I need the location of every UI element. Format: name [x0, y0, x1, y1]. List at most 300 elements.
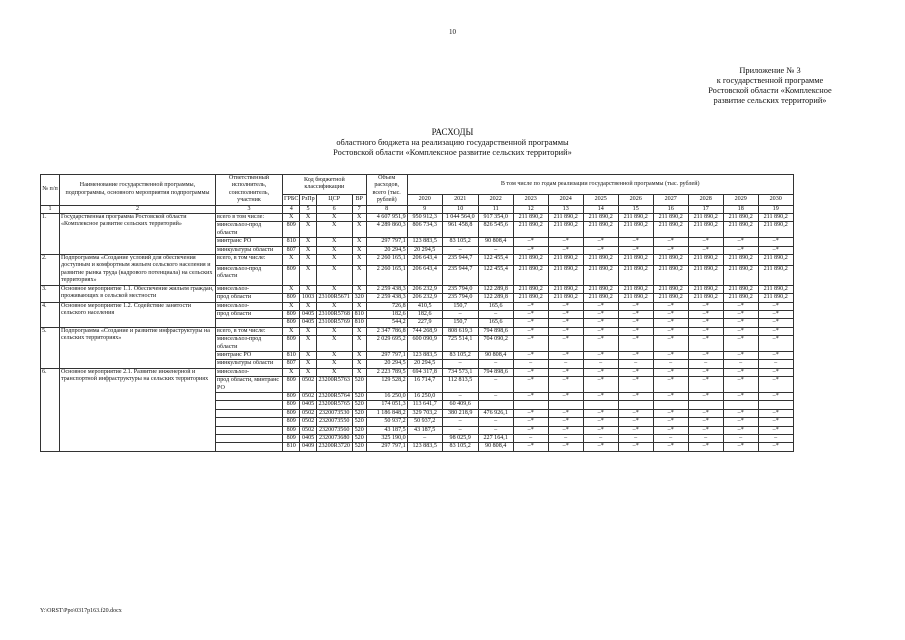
year-value-cell: 211 890,2: [513, 222, 548, 238]
csr-cell: X: [316, 265, 352, 285]
executor-cell: всего, в том числе:: [216, 327, 283, 335]
column-number: 14: [583, 205, 618, 213]
year-value-cell: 211 890,2: [688, 285, 723, 293]
total-cell: 174 051,3: [366, 401, 407, 409]
year-value-cell: –*: [618, 319, 653, 327]
year-value-cell: –*: [618, 443, 653, 451]
file-path-footer: Y:\ORST\Ppo\0317p163.f20.docx: [40, 608, 122, 614]
column-number: 15: [618, 205, 653, 213]
year-value-cell: –*: [688, 302, 723, 310]
year-value-cell: [583, 401, 618, 409]
year-value-cell: –*: [583, 238, 618, 246]
year-value-cell: 211 890,2: [513, 265, 548, 285]
column-number: 16: [653, 205, 688, 213]
year-value-cell: –*: [758, 426, 793, 434]
total-cell: 43 187,5: [366, 426, 407, 434]
year-value-cell: –*: [548, 377, 583, 393]
year-value-cell: –*: [513, 246, 548, 254]
executor-cell: прод области, минтранс РО: [216, 377, 283, 393]
year-value-cell: –*: [548, 426, 583, 434]
vr-cell: X: [352, 327, 366, 335]
header-year: 2026: [618, 194, 653, 205]
year-value-cell: –*: [513, 409, 548, 417]
year-value-cell: –*: [723, 418, 758, 426]
year-value-cell: –*: [513, 443, 548, 451]
year-value-cell: 211 890,2: [688, 255, 723, 266]
grbs-cell: 809: [283, 435, 300, 443]
year-value-cell: –*: [688, 418, 723, 426]
year-value-cell: –*: [513, 426, 548, 434]
year-value-cell: –: [548, 435, 583, 443]
year-value-cell: –*: [583, 418, 618, 426]
year-value-cell: 211 890,2: [723, 285, 758, 293]
grbs-cell: X: [283, 368, 300, 376]
column-number: 18: [723, 205, 758, 213]
csr-cell: 23200R5765: [316, 401, 352, 409]
executor-cell: минсельхоз-прод области: [216, 336, 283, 352]
year-value-cell: –: [442, 392, 478, 400]
year-value-cell: 211 890,2: [513, 255, 548, 266]
year-value-cell: –*: [583, 336, 618, 352]
year-value-cell: –: [723, 435, 758, 443]
vr-cell: 810: [352, 310, 366, 318]
grbs-cell: 807: [283, 360, 300, 368]
executor-cell: [216, 401, 283, 409]
year-value-cell: [723, 401, 758, 409]
year-value-cell: 725 514,1: [442, 336, 478, 352]
executor-cell: минтранс РО: [216, 238, 283, 246]
total-cell: 2 260 165,1: [366, 265, 407, 285]
program-name: Подпрограмма «Создание условий для обеспечения доступным и комфортным жильем сельского населения и развитие рынка труда (кадрового потенциала) на сельских территориях»: [60, 255, 216, 286]
appendix-line: Ростовской области «Комплексное: [708, 86, 832, 95]
year-value-cell: –*: [583, 327, 618, 335]
header-year: 2028: [688, 194, 723, 205]
year-value-cell: 50 937,2: [407, 418, 442, 426]
executor-cell: минсельхоз-прод области: [216, 222, 283, 238]
year-value-cell: –*: [723, 377, 758, 393]
year-value-cell: 206 232,9: [407, 294, 442, 302]
year-value-cell: 211 890,2: [583, 265, 618, 285]
year-value-cell: –: [478, 246, 513, 254]
year-value-cell: –*: [583, 319, 618, 327]
rzpr-cell: 0502: [300, 409, 316, 417]
header-executor: Ответственный исполнитель, соисполнитель, участник: [216, 175, 283, 206]
rzpr-cell: 1003: [300, 294, 316, 302]
year-value-cell: –*: [653, 418, 688, 426]
year-value-cell: –*: [723, 409, 758, 417]
year-value-cell: –*: [653, 327, 688, 335]
rzpr-cell: 0502: [300, 377, 316, 393]
year-value-cell: –*: [758, 418, 793, 426]
year-value-cell: 90 808,4: [478, 351, 513, 359]
year-value-cell: –*: [583, 351, 618, 359]
year-value-cell: 90 808,4: [478, 443, 513, 451]
grbs-cell: 809: [283, 426, 300, 434]
csr-cell: X: [316, 336, 352, 352]
year-value-cell: 211 890,2: [723, 265, 758, 285]
grbs-cell: X: [283, 214, 300, 222]
year-value-cell: 211 890,2: [653, 265, 688, 285]
year-value-cell: –*: [688, 426, 723, 434]
total-cell: 50 937,2: [366, 418, 407, 426]
year-value-cell: 150,7: [442, 319, 478, 327]
year-value-cell: 600 090,9: [407, 336, 442, 352]
year-value-cell: 98 025,9: [442, 435, 478, 443]
year-value-cell: 211 890,2: [758, 265, 793, 285]
year-value-cell: 410,5: [407, 302, 442, 310]
year-value-cell: –*: [618, 377, 653, 393]
rzpr-cell: X: [300, 265, 316, 285]
column-number: 11: [478, 205, 513, 213]
grbs-cell: X: [283, 285, 300, 293]
vr-cell: 520: [352, 418, 366, 426]
csr-cell: X: [316, 246, 352, 254]
year-value-cell: –*: [583, 426, 618, 434]
year-value-cell: –*: [688, 310, 723, 318]
year-value-cell: –*: [513, 418, 548, 426]
total-cell: 297 797,1: [366, 351, 407, 359]
csr-cell: X: [316, 238, 352, 246]
year-value-cell: –*: [758, 327, 793, 335]
column-number: 7: [352, 205, 366, 213]
year-value-cell: –*: [758, 319, 793, 327]
year-value-cell: 826 545,6: [478, 222, 513, 238]
rzpr-cell: 0502: [300, 392, 316, 400]
year-value-cell: –*: [513, 319, 548, 327]
executor-cell: минкультуры области: [216, 246, 283, 254]
year-value-cell: –*: [513, 392, 548, 400]
year-value-cell: –*: [513, 238, 548, 246]
year-value-cell: –*: [618, 238, 653, 246]
vr-cell: 520: [352, 401, 366, 409]
total-cell: 1 186 848,2: [366, 409, 407, 417]
year-value-cell: [758, 401, 793, 409]
year-value-cell: –*: [688, 336, 723, 352]
year-value-cell: –*: [513, 310, 548, 318]
year-value-cell: –: [653, 435, 688, 443]
year-value-cell: 211 890,2: [513, 214, 548, 222]
header-year: 2029: [723, 194, 758, 205]
executor-cell: [216, 426, 283, 434]
csr-cell: X: [316, 360, 352, 368]
header-csr: ЦСР: [316, 194, 352, 205]
vr-cell: 520: [352, 409, 366, 417]
header-year: 2020: [407, 194, 442, 205]
executor-cell: [216, 435, 283, 443]
year-value-cell: –*: [653, 319, 688, 327]
year-value-cell: 211 890,2: [618, 255, 653, 266]
header-year: 2025: [583, 194, 618, 205]
total-cell: 2 223 789,5: [366, 368, 407, 376]
year-value-cell: –*: [513, 336, 548, 352]
row-number: 3.: [41, 285, 60, 302]
column-number: 10: [442, 205, 478, 213]
year-value-cell: –*: [548, 319, 583, 327]
year-value-cell: –*: [758, 351, 793, 359]
year-value-cell: 16 714,7: [407, 377, 442, 393]
year-value-cell: –*: [548, 302, 583, 310]
year-value-cell: –*: [618, 409, 653, 417]
year-value-cell: 227,9: [407, 319, 442, 327]
year-value-cell: –*: [723, 351, 758, 359]
table-row: [41, 285, 794, 293]
year-value-cell: 227 164,1: [478, 435, 513, 443]
year-value-cell: –*: [583, 377, 618, 393]
year-value-cell: –*: [583, 302, 618, 310]
column-number: 9: [407, 205, 442, 213]
grbs-cell: 809: [283, 222, 300, 238]
year-value-cell: –: [583, 360, 618, 368]
year-value-cell: –*: [688, 443, 723, 451]
column-number: 1: [41, 205, 60, 213]
csr-cell: 23200R5764: [316, 392, 352, 400]
rzpr-cell: X: [300, 246, 316, 254]
year-value-cell: –*: [688, 392, 723, 400]
year-value-cell: 211 890,2: [758, 255, 793, 266]
year-value-cell: 211 890,2: [653, 294, 688, 302]
year-value-cell: 182,6: [407, 310, 442, 318]
year-value-cell: –: [478, 392, 513, 400]
rzpr-cell: 0405: [300, 319, 316, 327]
year-value-cell: 211 890,2: [653, 255, 688, 266]
year-value-cell: 808 619,3: [442, 327, 478, 335]
grbs-cell: 809: [283, 319, 300, 327]
year-value-cell: 206 232,9: [407, 285, 442, 293]
year-value-cell: 211 890,2: [548, 285, 583, 293]
year-value-cell: 211 890,2: [758, 285, 793, 293]
program-name: Основное мероприятие 2.1. Развитие инженерной и транспортной инфраструктуры на сельских территориях: [60, 368, 216, 451]
year-value-cell: –*: [618, 426, 653, 434]
year-value-cell: –*: [618, 327, 653, 335]
program-name: Государственная программа Ростовской области «Комплексное развитие сельских территорий»: [60, 214, 216, 255]
year-value-cell: –*: [758, 336, 793, 352]
year-value-cell: –*: [618, 392, 653, 400]
appendix-line: развитие сельских территорий»: [713, 96, 827, 105]
total-cell: 182,6: [366, 310, 407, 318]
year-value-cell: [618, 401, 653, 409]
year-value-cell: –*: [583, 310, 618, 318]
column-number: 4: [283, 205, 300, 213]
year-value-cell: –*: [618, 310, 653, 318]
total-cell: 544,2: [366, 319, 407, 327]
document-subtitle: Ростовской области «Комплексное развитие сельских территорий»: [333, 148, 572, 158]
table-row: [41, 214, 794, 222]
total-cell: 297 797,1: [366, 238, 407, 246]
year-value-cell: [688, 401, 723, 409]
column-number: 2: [60, 205, 216, 213]
year-value-cell: 211 890,2: [548, 265, 583, 285]
year-value-cell: 211 890,2: [653, 214, 688, 222]
year-value-cell: 211 890,2: [723, 294, 758, 302]
year-value-cell: –*: [653, 336, 688, 352]
vr-cell: 320: [352, 294, 366, 302]
header-name: Наименование государственной программы, подпрограммы, основного мероприятия подпрограммы: [60, 175, 216, 206]
year-value-cell: –*: [723, 246, 758, 254]
year-value-cell: 734 573,1: [442, 368, 478, 376]
year-value-cell: 206 643,4: [407, 265, 442, 285]
grbs-cell: 807: [283, 246, 300, 254]
year-value-cell: –*: [583, 392, 618, 400]
csr-cell: X: [316, 255, 352, 266]
year-value-cell: –*: [618, 246, 653, 254]
header-rzpr: РзПр: [300, 194, 316, 205]
year-value-cell: –*: [758, 443, 793, 451]
header-budget-code: Код бюджетной классификации: [283, 175, 367, 195]
year-value-cell: –*: [653, 246, 688, 254]
year-value-cell: 211 890,2: [583, 294, 618, 302]
year-value-cell: 83 105,2: [442, 238, 478, 246]
year-value-cell: 704 090,2: [478, 336, 513, 352]
vr-cell: X: [352, 255, 366, 266]
column-number: 8: [366, 205, 407, 213]
rzpr-cell: X: [300, 360, 316, 368]
year-value-cell: [513, 401, 548, 409]
column-number: 12: [513, 205, 548, 213]
year-value-cell: –*: [618, 302, 653, 310]
year-value-cell: –*: [723, 238, 758, 246]
vr-cell: X: [352, 360, 366, 368]
year-value-cell: 90 808,4: [478, 238, 513, 246]
rzpr-cell: X: [300, 255, 316, 266]
year-value-cell: 211 890,2: [758, 214, 793, 222]
document-subtitle: областного бюджета на реализацию государственной программы: [336, 137, 569, 147]
grbs-cell: 809: [283, 377, 300, 393]
rzpr-cell: X: [300, 336, 316, 352]
csr-cell: 2320073680: [316, 435, 352, 443]
year-value-cell: 206 643,4: [407, 255, 442, 266]
grbs-cell: 810: [283, 238, 300, 246]
year-value-cell: –*: [758, 392, 793, 400]
table-row: [41, 327, 794, 335]
year-value-cell: –*: [548, 368, 583, 376]
year-value-cell: 123 883,5: [407, 443, 442, 451]
year-value-cell: 165,6: [478, 302, 513, 310]
year-value-cell: –: [478, 377, 513, 393]
header-year: 2023: [513, 194, 548, 205]
year-value-cell: 211 890,2: [758, 294, 793, 302]
rzpr-cell: X: [300, 222, 316, 238]
total-cell: 297 797,1: [366, 443, 407, 451]
year-value-cell: –*: [688, 319, 723, 327]
year-value-cell: 211 890,2: [548, 294, 583, 302]
year-value-cell: –*: [688, 246, 723, 254]
vr-cell: 520: [352, 377, 366, 393]
row-number: 1.: [41, 214, 60, 255]
year-value-cell: 122 289,8: [478, 285, 513, 293]
vr-cell: X: [352, 214, 366, 222]
year-value-cell: –*: [653, 302, 688, 310]
column-number: 19: [758, 205, 793, 213]
year-value-cell: 211 890,2: [688, 294, 723, 302]
appendix-line: к государственной программе: [716, 76, 824, 85]
year-value-cell: 122 289,8: [478, 294, 513, 302]
year-value-cell: 1 044 564,0: [442, 214, 478, 222]
rzpr-cell: X: [300, 302, 316, 310]
total-cell: 4 607 951,9: [366, 214, 407, 222]
year-value-cell: –*: [548, 443, 583, 451]
year-value-cell: 744 268,9: [407, 327, 442, 335]
year-value-cell: 211 890,2: [618, 265, 653, 285]
year-value-cell: –: [442, 426, 478, 434]
header-year: 2027: [653, 194, 688, 205]
executor-cell: [216, 319, 283, 327]
total-cell: 2 259 438,3: [366, 294, 407, 302]
year-value-cell: –*: [758, 310, 793, 318]
year-value-cell: –*: [688, 238, 723, 246]
year-value-cell: [548, 401, 583, 409]
year-value-cell: 112 813,5: [442, 377, 478, 393]
grbs-cell: 809: [283, 418, 300, 426]
rzpr-cell: X: [300, 351, 316, 359]
year-value-cell: 211 890,2: [688, 214, 723, 222]
year-value-cell: –*: [758, 246, 793, 254]
rzpr-cell: 0502: [300, 426, 316, 434]
table-row: [41, 302, 794, 310]
rzpr-cell: X: [300, 238, 316, 246]
year-value-cell: 211 890,2: [548, 255, 583, 266]
year-value-cell: 60 409,6: [442, 401, 478, 409]
year-value-cell: 211 890,2: [513, 285, 548, 293]
year-value-cell: –*: [653, 426, 688, 434]
total-cell: 2 347 786,8: [366, 327, 407, 335]
year-value-cell: 150,7: [442, 302, 478, 310]
grbs-cell: 809: [283, 392, 300, 400]
csr-cell: 23100R5769: [316, 319, 352, 327]
year-value-cell: 211 890,2: [583, 214, 618, 222]
vr-cell: X: [352, 351, 366, 359]
year-value-cell: –*: [513, 351, 548, 359]
vr-cell: 520: [352, 443, 366, 451]
grbs-cell: 809: [283, 310, 300, 318]
csr-cell: 23200R3720: [316, 443, 352, 451]
executor-cell: всего в том числе:: [216, 214, 283, 222]
year-value-cell: 211 890,2: [618, 214, 653, 222]
year-value-cell: –*: [513, 302, 548, 310]
year-value-cell: 211 890,2: [653, 285, 688, 293]
executor-cell: прод области: [216, 294, 283, 302]
year-value-cell: 806 734,3: [407, 222, 442, 238]
year-value-cell: 329 703,2: [407, 409, 442, 417]
year-value-cell: 123 883,5: [407, 351, 442, 359]
program-name: Основное мероприятие 1.2. Содействие занятости сельского населения: [60, 302, 216, 327]
column-number: 3: [216, 205, 283, 213]
year-value-cell: –: [513, 435, 548, 443]
vr-cell: 520: [352, 392, 366, 400]
csr-cell: 2320073560: [316, 426, 352, 434]
page-number: 10: [449, 28, 456, 36]
year-value-cell: –*: [653, 351, 688, 359]
year-value-cell: –*: [618, 336, 653, 352]
year-value-cell: –*: [723, 368, 758, 376]
year-value-cell: [653, 401, 688, 409]
row-number: 2.: [41, 255, 60, 286]
year-value-cell: 211 890,2: [723, 255, 758, 266]
year-value-cell: –*: [723, 336, 758, 352]
year-value-cell: –: [407, 435, 442, 443]
csr-cell: X: [316, 327, 352, 335]
year-value-cell: –*: [723, 392, 758, 400]
year-value-cell: –: [478, 426, 513, 434]
column-number: 17: [688, 205, 723, 213]
rzpr-cell: 0405: [300, 435, 316, 443]
program-name: Подпрограмма «Создание и развитие инфраструктуры на сельских территориях»: [60, 327, 216, 368]
year-value-cell: –*: [548, 409, 583, 417]
year-value-cell: –*: [548, 238, 583, 246]
year-value-cell: 211 890,2: [723, 214, 758, 222]
grbs-cell: 809: [283, 294, 300, 302]
year-value-cell: –*: [723, 319, 758, 327]
executor-cell: минтранс РО: [216, 351, 283, 359]
